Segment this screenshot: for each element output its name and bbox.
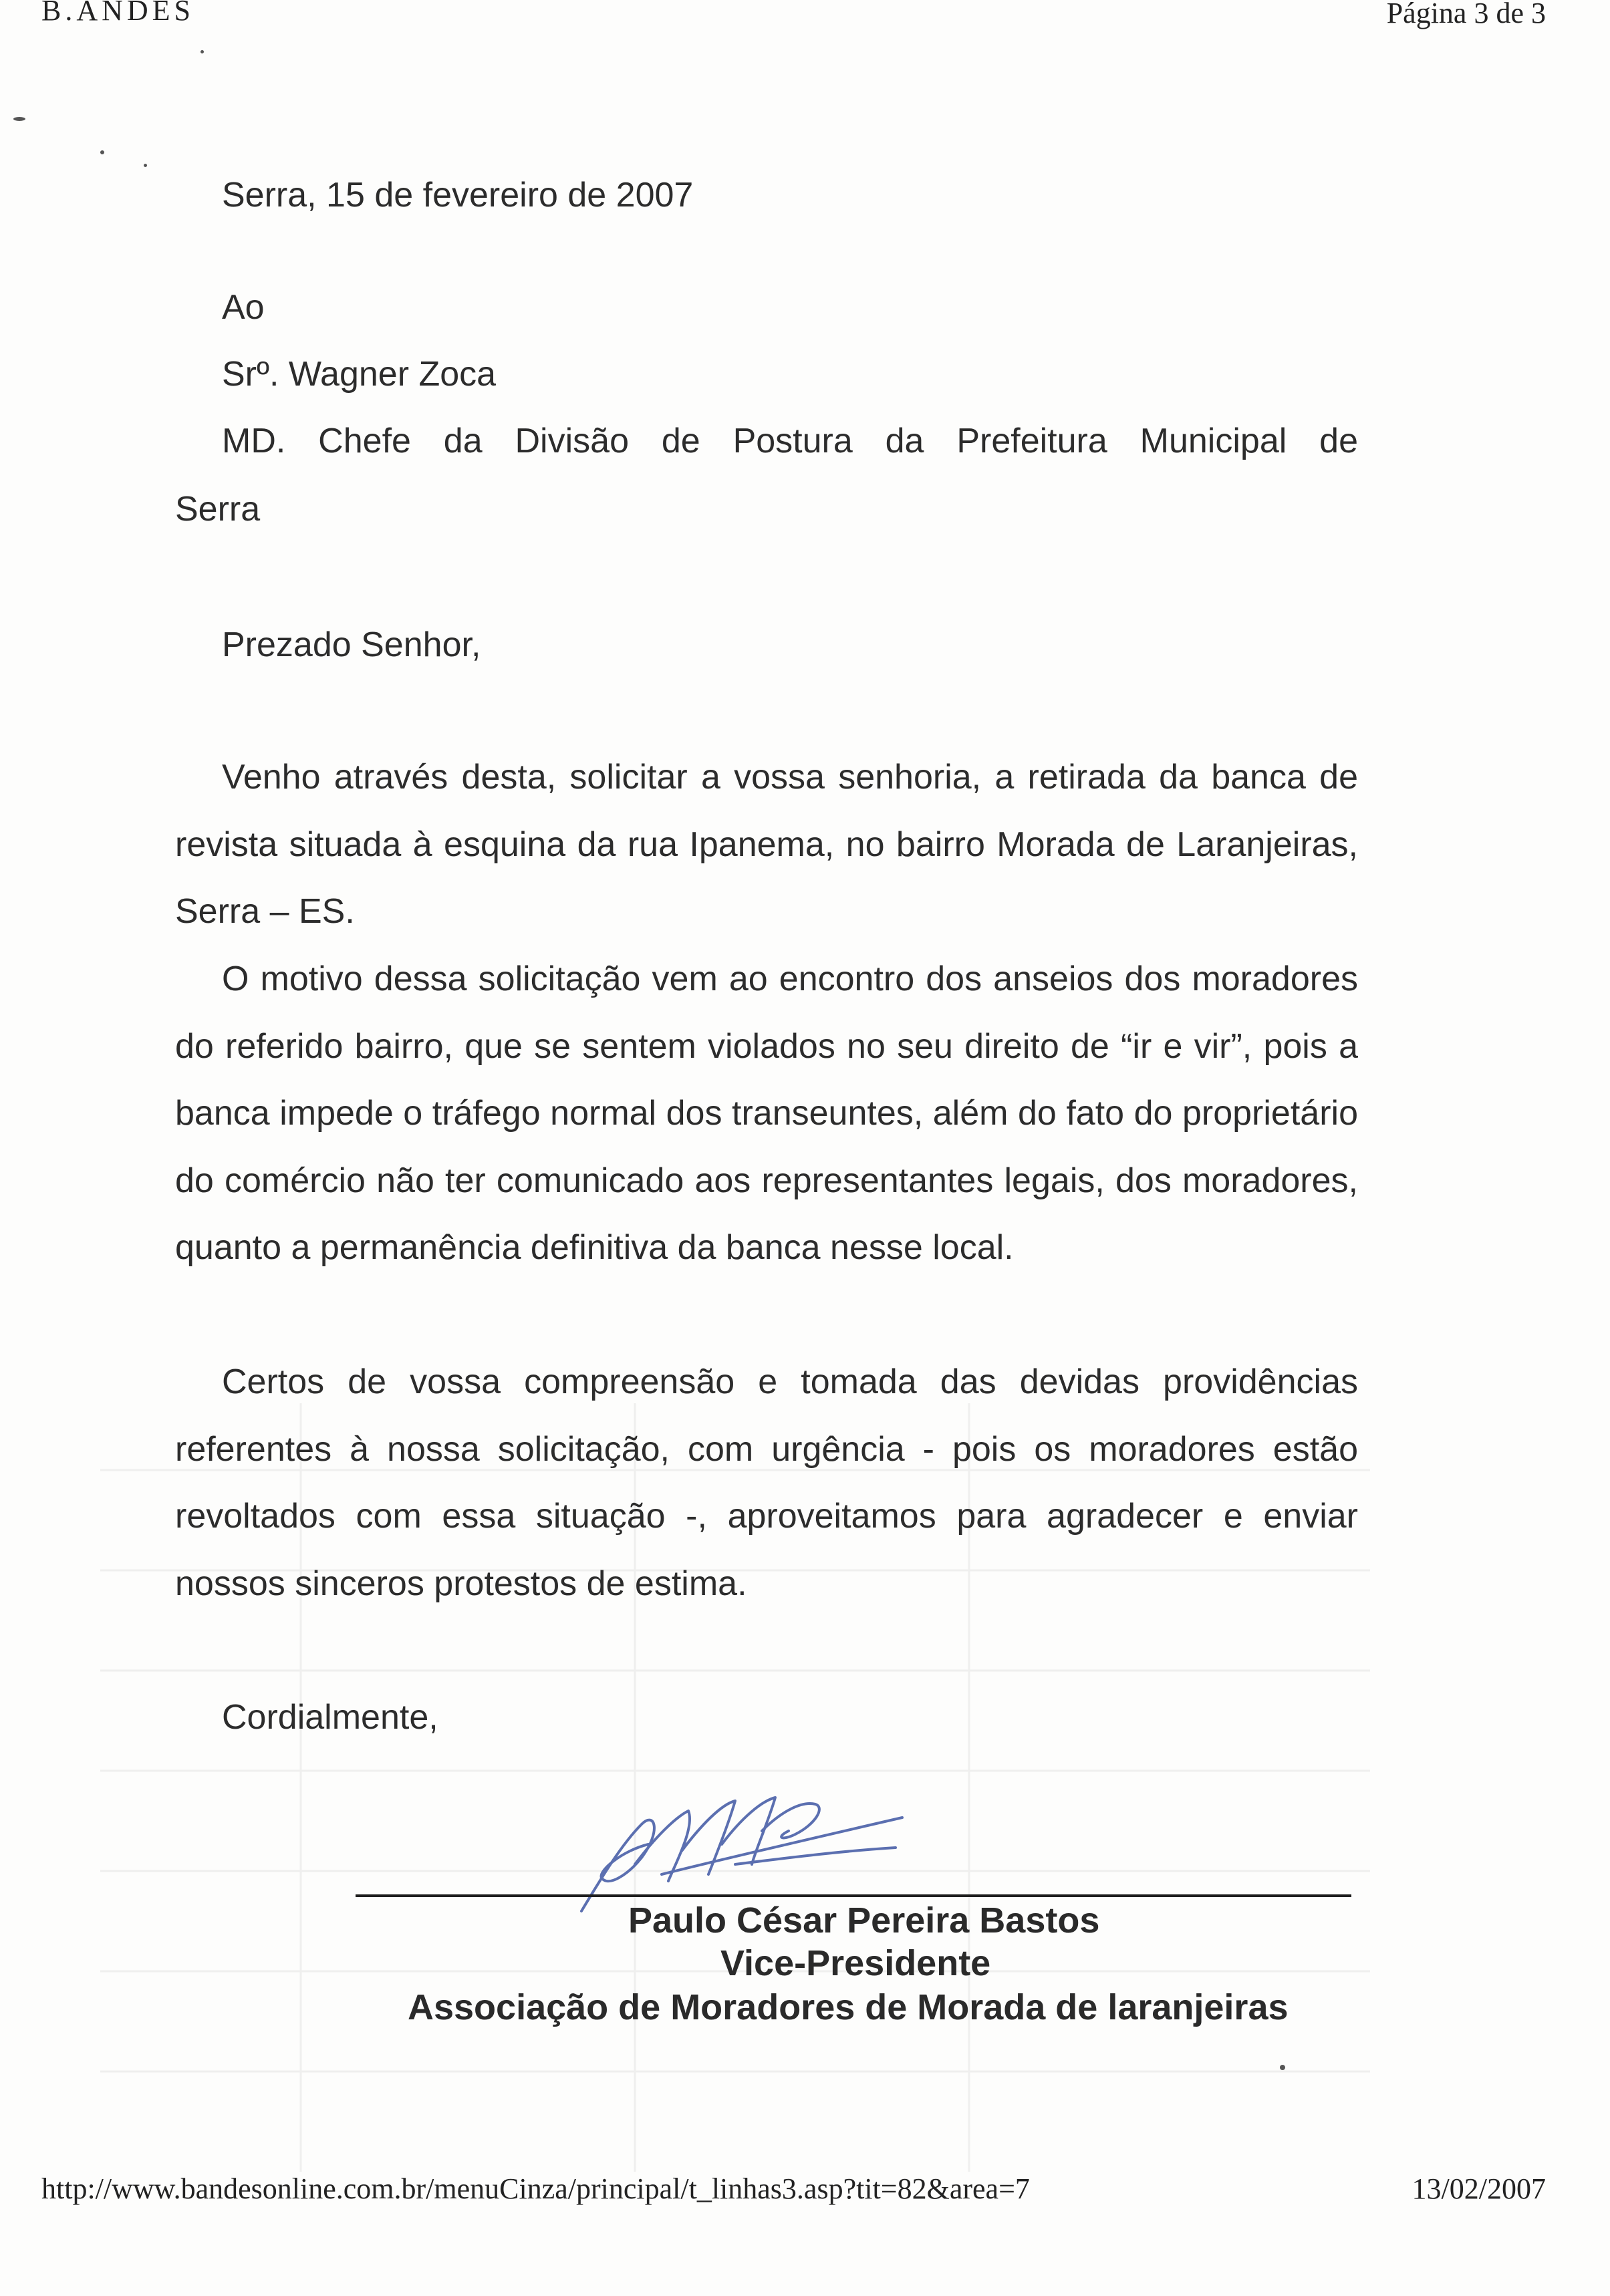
scan-speck bbox=[100, 150, 104, 154]
signatory-organization: Associação de Moradores de Morada de laranjeiras bbox=[408, 1987, 1289, 2027]
closing-word: Cordialmente, bbox=[222, 1698, 438, 1737]
signature-line bbox=[356, 1894, 1351, 1897]
paragraph-motive: O motivo dessa solicitação vem ao encontro dos anseios dos moradores do referido bairro, que se sentem violados no seu direito de “ir e vir”, pois a banca impede o tráfego normal dos transeuntes, além do fato do proprietário do comércio não ter comunicado aos representantes legais, dos moradores, quanto a permanência definitiva da banca nesse local. bbox=[175, 960, 1358, 1267]
print-footer-date: 13/02/2007 bbox=[1412, 2172, 1546, 2205]
print-footer-url: http://www.bandesonline.com.br/menuCinza/principal/t_linhas3.asp?tit=82&area=7 bbox=[41, 2172, 1030, 2205]
signatory-role: Vice-Presidente bbox=[720, 1943, 991, 1983]
scan-speck bbox=[1280, 2065, 1285, 2070]
salutation: Prezado Senhor, bbox=[222, 625, 481, 664]
letter-date: Serra, 15 de fevereiro de 2007 bbox=[222, 176, 694, 214]
scan-speck bbox=[200, 50, 204, 53]
paragraph-request: Venho através desta, solicitar a vossa senhoria, a retirada da banca de revista situada à esquina da rua Ipanema, no bairro Morada de Laranjeiras, Serra – ES. bbox=[175, 758, 1358, 931]
scan-speck bbox=[144, 164, 147, 167]
signatory-name: Paulo César Pereira Bastos bbox=[628, 1900, 1100, 1941]
paragraph-closing: Certos de vossa compreensão e tomada das devidas providências referentes à nossa solicitação, com urgência - pois os moradores estão revoltados com essa situação -, aproveitamos para agradecer e enviar nossos sinceros protestos de estima. bbox=[175, 1362, 1358, 1603]
address-title-line-cont: Serra bbox=[175, 490, 261, 529]
address-to: Ao bbox=[222, 288, 265, 327]
print-header-page-number: Página 3 de 3 bbox=[1386, 0, 1546, 29]
scan-speck bbox=[13, 117, 25, 121]
address-title-line: MD. Chefe da Divisão de Postura da Prefeitura Municipal de bbox=[222, 422, 1358, 460]
print-header-left: B.ANDES bbox=[41, 0, 195, 27]
address-recipient: Srº. Wagner Zoca bbox=[222, 355, 497, 394]
